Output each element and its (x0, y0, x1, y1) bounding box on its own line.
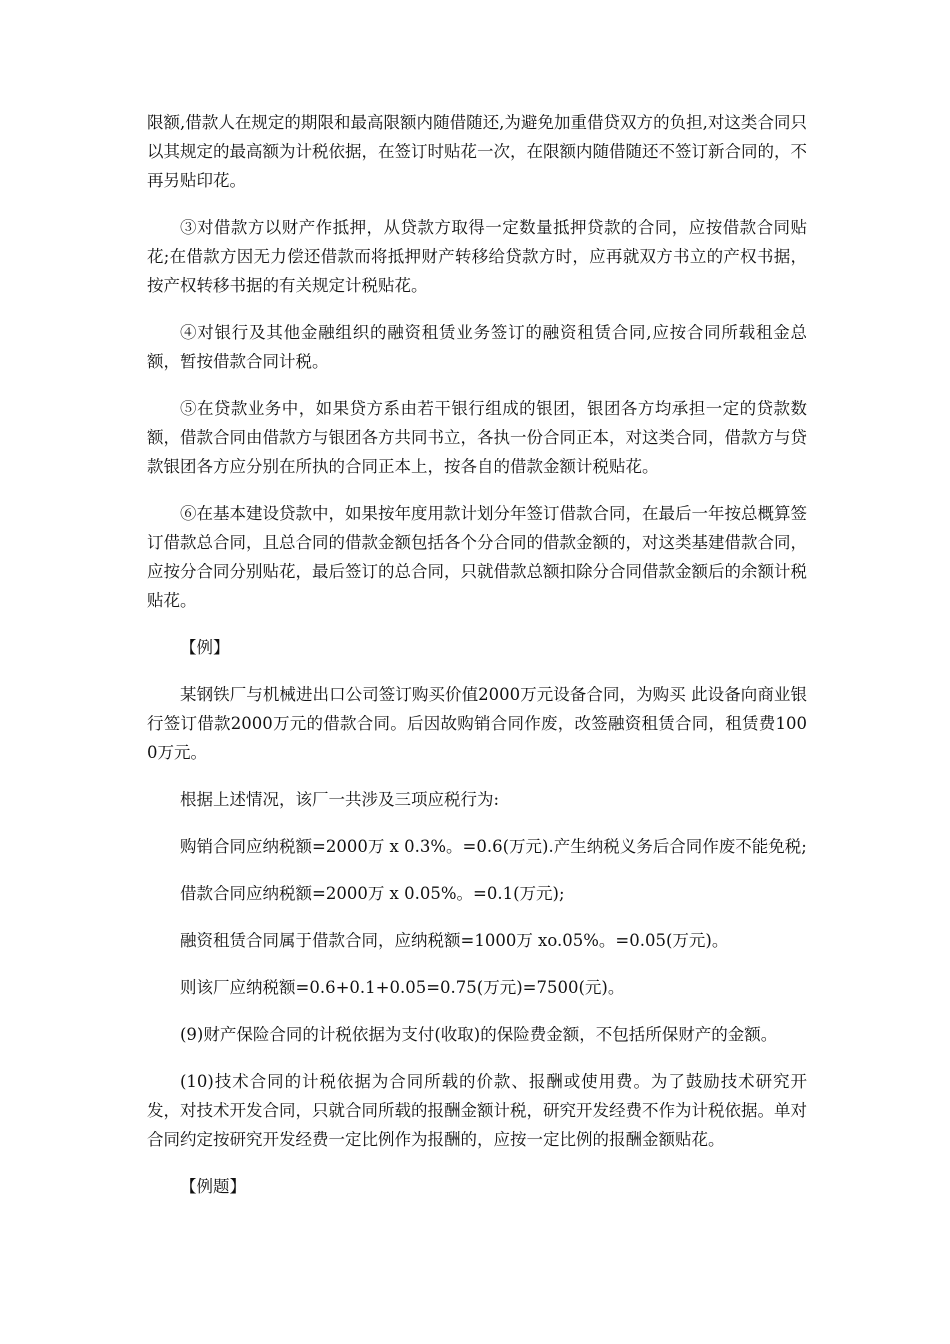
paragraph-loan-tax: 借款合同应纳税额=2000万 x 0.05%。=0.1(万元); (180, 884, 565, 903)
paragraph-item-6: ⑥在基本建设贷款中，如果按年度用款计划分年签订借款合同，在最后一年按总概算签订借款总合同，且总合同的借款金额包括各个分合同的借款金额的，对这类基建借款合同，应按分合同分别贴花，最后签订的总合同，只就借款总额扣除分合同借款金额后的余额计税贴花。 (147, 504, 807, 610)
example-question-heading: 【例题】 (180, 1177, 246, 1196)
paragraph-total-tax: 则该厂应纳税额=0.6+0.1+0.05=0.75(万元)=7500(元)。 (180, 978, 625, 997)
paragraph-item-4: ④对银行及其他金融组织的融资租赁业务签订的融资租赁合同,应按合同所载租金总额，暂按借款合同计税。 (147, 323, 807, 371)
example-heading: 【例】 (180, 638, 230, 657)
paragraph-example-scenario: 某钢铁厂与机械进出口公司签订购买价值2000万元设备合同，为购买 此设备向商业银行签订借款2000万元的借款合同。后因故购销合同作废，改签融资租赁合同，租赁费1000万元。 (147, 685, 807, 762)
paragraph-item-3: ③对借款方以财产作抵押，从贷款方取得一定数量抵押贷款的合同，应按借款合同贴花;在借款方因无力偿还借款而将抵押财产转移给贷款方时，应再就双方书立的产权书据，按产权转移书据的有关规定计税贴花。 (147, 218, 807, 295)
paragraph-borrowing-limit: 限额,借款人在规定的期限和最高限额内随借随还,为避免加重借贷双方的负担,对这类合同只以其规定的最高额为计税依据，在签订时贴花一次，在限额内随借随还不签订新合同的，不再另贴印花。 (147, 113, 807, 190)
paragraph-item-9-insurance: (9)财产保险合同的计税依据为支付(收取)的保险费金额，不包括所保财产的金额。 (180, 1025, 778, 1044)
paragraph-leasing-tax: 融资租赁合同属于借款合同，应纳税额=1000万 xo.05%。=0.05(万元)。 (180, 931, 729, 950)
document-page (147, 108, 807, 1219)
paragraph-purchase-tax: 购销合同应纳税额=2000万 x 0.3%。=0.6(万元).产生纳税义务后合同作废不能免税; (180, 837, 807, 856)
paragraph-example-summary: 根据上述情况，该厂一共涉及三项应税行为: (180, 790, 500, 809)
paragraph-item-5: ⑤在贷款业务中，如果贷方系由若干银行组成的银团，银团各方均承担一定的贷款数额，借款合同由借款方与银团各方共同书立，各执一份合同正本，对这类合同，借款方与贷款银团各方应分别在所执的合同正本上，按各自的借款金额计税贴花。 (147, 399, 807, 476)
paragraph-item-10-technology: (10)技术合同的计税依据为合同所载的价款、报酬或使用费。为了鼓励技术研究开发，对技术开发合同，只就合同所载的报酬金额计税，研究开发经费不作为计税依据。单对合同约定按研究开发经费一定比例作为报酬的，应按一定比例的报酬金额贴花。 (147, 1072, 807, 1149)
